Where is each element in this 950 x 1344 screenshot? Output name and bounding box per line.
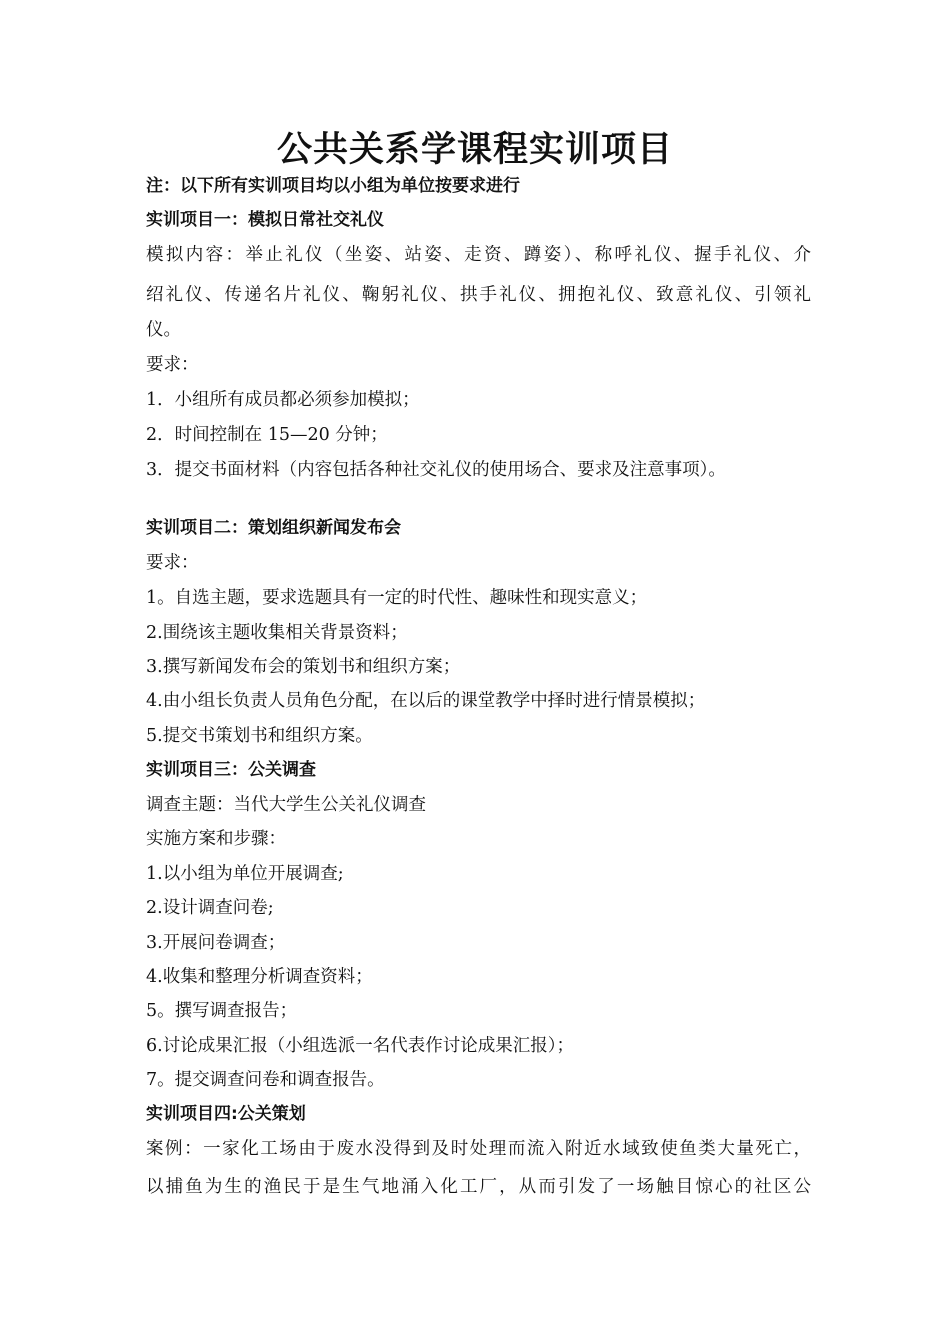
project3-plan-label: 实施方案和步骤：: [146, 829, 286, 849]
project2-req-label: 要求：: [146, 553, 199, 573]
project2-heading: 实训项目二：策划组织新闻发布会: [146, 518, 401, 538]
project2-item-5: 5.提交书策划书和组织方案。: [146, 726, 373, 746]
project2-item-2: 2.围绕该主题收集相关背景资料；: [146, 623, 408, 643]
project2-item-3: 3.撰写新闻发布会的策划书和组织方案；: [146, 657, 461, 677]
project1-item-2: 2．时间控制在 15—20 分钟；: [146, 425, 388, 445]
project1-content-line1: 模拟内容：举止礼仪（坐姿、站姿、走资、蹲姿）、称呼礼仪、握手礼仪、介: [146, 245, 811, 265]
project3-heading: 实训项目三：公关调查: [146, 760, 316, 780]
project1-content-line3: 仪。: [146, 320, 181, 340]
project1-item-3: 3．提交书面材料（内容包括各种社交礼仪的使用场合、要求及注意事项）。: [146, 460, 726, 480]
project4-heading: 实训项目四:公关策划: [146, 1104, 306, 1124]
project3-item-6: 6.讨论成果汇报（小组选派一名代表作讨论成果汇报）；: [146, 1036, 574, 1056]
note-text: 注：以下所有实训项目均以小组为单位按要求进行: [146, 176, 520, 196]
project3-item-2: 2.设计调查问卷;: [146, 898, 274, 918]
project3-item-3: 3.开展问卷调查；: [146, 933, 286, 953]
project1-item-1: 1．小组所有成员都必须参加模拟；: [146, 390, 420, 410]
project3-topic: 调查主题：当代大学生公关礼仪调查: [146, 795, 426, 815]
project2-item-4: 4.由小组长负责人员角色分配，在以后的课堂教学中择时进行情景模拟；: [146, 691, 706, 711]
project1-req-label: 要求：: [146, 355, 199, 375]
project3-item-5: 5。撰写调查报告；: [146, 1001, 298, 1021]
project4-case-line2: 以捕鱼为生的渔民于是生气地涌入化工厂，从而引发了一场触目惊心的社区公: [146, 1177, 811, 1197]
project1-content-line2: 绍礼仪、传递名片礼仪、鞠躬礼仪、拱手礼仪、拥抱礼仪、致意礼仪、引领礼: [146, 285, 811, 305]
project3-item-4: 4.收集和整理分析调查资料；: [146, 967, 373, 987]
project2-item-1: 1。自选主题，要求选题具有一定的时代性、趣味性和现实意义；: [146, 588, 648, 608]
project3-item-1: 1.以小组为单位开展调查;: [146, 864, 344, 884]
project3-item-7: 7。提交调查问卷和调查报告。: [146, 1070, 385, 1090]
project4-case-line1: 案例：一家化工场由于废水没得到及时处理而流入附近水域致使鱼类大量死亡，: [146, 1139, 811, 1159]
project1-heading: 实训项目一：模拟日常社交礼仪: [146, 210, 384, 230]
page-title: 公共关系学课程实训项目: [276, 130, 673, 170]
